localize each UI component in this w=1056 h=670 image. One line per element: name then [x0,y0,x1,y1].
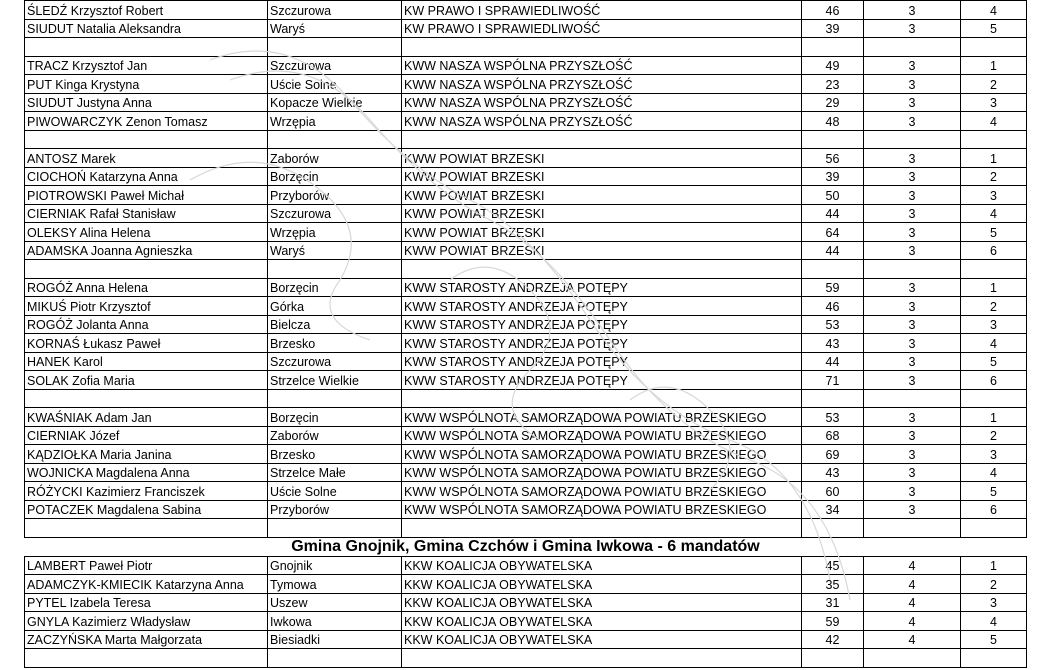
committee-name-cell: KKW KOALICJA OBYWATELSKA [402,612,802,631]
committee-name-cell: KW PRAWO I SPRAWIEDLIWOŚĆ [402,1,802,20]
district-number-cell: 3 [864,204,961,223]
candidate-place-cell: Waryś [268,19,402,38]
district-number-cell: 3 [864,482,961,501]
spacer-row [25,519,1027,538]
candidate-row [25,297,1027,316]
candidate-name-cell: TRACZ Krzysztof Jan [25,56,268,75]
empty-cell [25,260,268,279]
candidate-age-cell: 44 [802,352,864,371]
candidate-row [25,408,1027,427]
candidate-name-cell: CIOCHOŃ Katarzyna Anna [25,167,268,186]
candidate-row [25,334,1027,353]
candidate-row [25,426,1027,445]
candidate-place-cell: Borzęcin [268,278,402,297]
candidate-place-cell: Przyborów [268,500,402,519]
candidate-row [25,167,1027,186]
candidate-row [25,500,1027,519]
candidate-name-cell: LAMBERT Paweł Piotr [25,556,268,575]
candidate-name-cell: KWAŚNIAK Adam Jan [25,408,268,427]
candidate-row [25,112,1027,131]
candidate-place-cell: Wrzępia [268,223,402,242]
district-number-cell: 3 [864,500,961,519]
district-number-cell: 3 [864,167,961,186]
empty-cell [961,260,1027,279]
candidate-age-cell: 59 [802,278,864,297]
committee-name-cell: KWW WSPÓLNOTA SAMORZĄDOWA POWIATU BRZESKIEGO [402,500,802,519]
committee-name-cell: KWW STAROSTY ANDRZEJA POTĘPY [402,334,802,353]
district-number-cell: 4 [864,630,961,649]
district-number-cell: 3 [864,334,961,353]
empty-cell [268,649,402,668]
candidate-age-cell: 50 [802,186,864,205]
empty-cell [402,519,802,538]
empty-cell [802,260,864,279]
empty-cell [864,260,961,279]
committee-name-cell: KWW WSPÓLNOTA SAMORZĄDOWA POWIATU BRZESKIEGO [402,408,802,427]
district-number-cell: 3 [864,463,961,482]
candidate-row [25,630,1027,649]
empty-cell [961,649,1027,668]
candidate-age-cell: 59 [802,612,864,631]
empty-cell [402,38,802,57]
candidate-place-cell: Strzelce Małe [268,463,402,482]
empty-cell [961,130,1027,149]
district-number-cell: 3 [864,315,961,334]
candidate-age-cell: 44 [802,241,864,260]
candidate-name-cell: PIWOWARCZYK Zenon Tomasz [25,112,268,131]
candidate-row [25,56,1027,75]
spacer-row [25,389,1027,408]
district-number-cell: 3 [864,19,961,38]
list-position-cell: 5 [961,482,1027,501]
candidate-row [25,315,1027,334]
empty-cell [268,260,402,279]
candidate-age-cell: 43 [802,334,864,353]
empty-cell [268,130,402,149]
candidate-row [25,1,1027,20]
list-position-cell: 4 [961,204,1027,223]
candidate-place-cell: Uszew [268,593,402,612]
committee-name-cell: KWW NASZA WSPÓLNA PRZYSZŁOŚĆ [402,56,802,75]
empty-cell [864,130,961,149]
candidate-place-cell: Strzelce Wielkie [268,371,402,390]
list-position-cell: 3 [961,593,1027,612]
district-number-cell: 4 [864,612,961,631]
candidate-age-cell: 39 [802,167,864,186]
candidate-age-cell: 69 [802,445,864,464]
candidate-row [25,352,1027,371]
list-position-cell: 2 [961,575,1027,594]
list-position-cell: 6 [961,371,1027,390]
candidate-place-cell: Borzęcin [268,167,402,186]
candidate-place-cell: Brzesko [268,334,402,353]
candidate-name-cell: ADAMSKA Joanna Agnieszka [25,241,268,260]
candidate-row [25,93,1027,112]
section-heading-row [25,537,1027,556]
committee-name-cell: KWW STAROSTY ANDRZEJA POTĘPY [402,352,802,371]
candidate-age-cell: 60 [802,482,864,501]
committee-name-cell: KWW NASZA WSPÓLNA PRZYSZŁOŚĆ [402,93,802,112]
district-number-cell: 3 [864,93,961,112]
empty-cell [25,649,268,668]
committee-name-cell: KWW POWIAT BRZESKI [402,186,802,205]
empty-cell [402,260,802,279]
candidate-row [25,149,1027,168]
committee-name-cell: KWW STAROSTY ANDRZEJA POTĘPY [402,278,802,297]
candidate-age-cell: 45 [802,556,864,575]
candidate-list-document [24,0,1026,668]
candidate-age-cell: 68 [802,426,864,445]
empty-cell [268,519,402,538]
district-number-cell: 3 [864,445,961,464]
candidate-age-cell: 31 [802,593,864,612]
candidate-name-cell: GNYLA Kazimierz Władysław [25,612,268,631]
candidate-age-cell: 44 [802,204,864,223]
empty-cell [864,38,961,57]
list-position-cell: 1 [961,408,1027,427]
committee-name-cell: KWW POWIAT BRZESKI [402,149,802,168]
candidate-name-cell: SOLAK Zofia Maria [25,371,268,390]
candidate-row [25,612,1027,631]
list-position-cell: 1 [961,149,1027,168]
candidate-name-cell: WOJNICKA Magdalena Anna [25,463,268,482]
candidate-name-cell: ANTOSZ Marek [25,149,268,168]
candidate-row [25,19,1027,38]
candidate-place-cell: Iwkowa [268,612,402,631]
committee-name-cell: KWW WSPÓLNOTA SAMORZĄDOWA POWIATU BRZESKIEGO [402,463,802,482]
candidate-place-cell: Szczurowa [268,204,402,223]
spacer-row [25,38,1027,57]
candidate-place-cell: Tymowa [268,575,402,594]
committee-name-cell: KWW POWIAT BRZESKI [402,167,802,186]
empty-cell [802,389,864,408]
candidate-age-cell: 56 [802,149,864,168]
candidate-name-cell: SIUDUT Justyna Anna [25,93,268,112]
spacer-row [25,260,1027,279]
district-number-cell: 3 [864,352,961,371]
candidate-row [25,593,1027,612]
empty-cell [802,519,864,538]
candidate-row [25,482,1027,501]
committee-name-cell: KKW KOALICJA OBYWATELSKA [402,630,802,649]
candidate-row [25,204,1027,223]
candidate-age-cell: 43 [802,463,864,482]
list-position-cell: 4 [961,334,1027,353]
district-number-cell: 3 [864,278,961,297]
committee-name-cell: KW PRAWO I SPRAWIEDLIWOŚĆ [402,19,802,38]
candidate-name-cell: OLEKSY Alina Helena [25,223,268,242]
candidate-place-cell: Bielcza [268,315,402,334]
candidate-row [25,445,1027,464]
list-position-cell: 3 [961,93,1027,112]
empty-cell [25,38,268,57]
section-heading: Gmina Gnojnik, Gmina Czchów i Gmina Iwkowa - 6 mandatów [25,537,1027,556]
empty-cell [802,38,864,57]
list-position-cell: 4 [961,1,1027,20]
candidate-age-cell: 71 [802,371,864,390]
candidate-place-cell: Szczurowa [268,56,402,75]
district-number-cell: 4 [864,593,961,612]
empty-cell [25,130,268,149]
district-number-cell: 3 [864,186,961,205]
list-position-cell: 3 [961,315,1027,334]
candidate-age-cell: 39 [802,19,864,38]
candidate-place-cell: Brzesko [268,445,402,464]
district-number-cell: 3 [864,371,961,390]
committee-name-cell: KWW POWIAT BRZESKI [402,204,802,223]
candidate-place-cell: Szczurowa [268,1,402,20]
committee-name-cell: KWW WSPÓLNOTA SAMORZĄDOWA POWIATU BRZESKIEGO [402,445,802,464]
empty-cell [961,38,1027,57]
list-position-cell: 4 [961,112,1027,131]
spacer-row [25,130,1027,149]
list-position-cell: 3 [961,445,1027,464]
candidate-name-cell: POTACZEK Magdalena Sabina [25,500,268,519]
district-number-cell: 3 [864,223,961,242]
empty-cell [864,389,961,408]
candidate-name-cell: HANEK Karol [25,352,268,371]
list-position-cell: 4 [961,612,1027,631]
candidate-place-cell: Przyborów [268,186,402,205]
candidate-age-cell: 29 [802,93,864,112]
district-number-cell: 4 [864,556,961,575]
empty-cell [961,389,1027,408]
committee-name-cell: KWW WSPÓLNOTA SAMORZĄDOWA POWIATU BRZESKIEGO [402,426,802,445]
candidate-row [25,75,1027,94]
list-position-cell: 2 [961,75,1027,94]
empty-cell [25,389,268,408]
candidate-place-cell: Gnojnik [268,556,402,575]
empty-cell [961,519,1027,538]
candidate-row [25,556,1027,575]
list-position-cell: 6 [961,500,1027,519]
spacer-row [25,649,1027,668]
committee-name-cell: KWW POWIAT BRZESKI [402,223,802,242]
district-number-cell: 3 [864,426,961,445]
candidate-place-cell: Biesiadki [268,630,402,649]
candidate-name-cell: ROGÓŻ Anna Helena [25,278,268,297]
candidate-row [25,186,1027,205]
candidate-name-cell: PYTEL Izabela Teresa [25,593,268,612]
candidate-table [24,0,1027,668]
candidate-age-cell: 53 [802,315,864,334]
candidate-name-cell: MIKUŚ Piotr Krzysztof [25,297,268,316]
candidate-place-cell: Uście Solne [268,75,402,94]
candidate-row [25,463,1027,482]
district-number-cell: 3 [864,75,961,94]
candidate-name-cell: ADAMCZYK-KMIECIK Katarzyna Anna [25,575,268,594]
empty-cell [268,389,402,408]
district-number-cell: 3 [864,408,961,427]
candidate-place-cell: Szczurowa [268,352,402,371]
list-position-cell: 3 [961,186,1027,205]
candidate-row [25,278,1027,297]
candidate-age-cell: 48 [802,112,864,131]
empty-cell [402,130,802,149]
committee-name-cell: KWW WSPÓLNOTA SAMORZĄDOWA POWIATU BRZESKIEGO [402,482,802,501]
candidate-row [25,223,1027,242]
candidate-row [25,575,1027,594]
list-position-cell: 5 [961,630,1027,649]
empty-cell [864,649,961,668]
committee-name-cell: KKW KOALICJA OBYWATELSKA [402,575,802,594]
candidate-place-cell: Zaborów [268,426,402,445]
candidate-age-cell: 46 [802,1,864,20]
candidate-age-cell: 23 [802,75,864,94]
district-number-cell: 4 [864,575,961,594]
empty-cell [864,519,961,538]
candidate-place-cell: Wrzępia [268,112,402,131]
committee-name-cell: KWW STAROSTY ANDRZEJA POTĘPY [402,315,802,334]
candidate-name-cell: SIUDUT Natalia Aleksandra [25,19,268,38]
district-number-cell: 3 [864,241,961,260]
committee-name-cell: KWW STAROSTY ANDRZEJA POTĘPY [402,297,802,316]
list-position-cell: 1 [961,56,1027,75]
committee-name-cell: KWW STAROSTY ANDRZEJA POTĘPY [402,371,802,390]
candidate-age-cell: 49 [802,56,864,75]
candidate-name-cell: PIOTROWSKI Paweł Michał [25,186,268,205]
candidate-place-cell: Zaborów [268,149,402,168]
empty-cell [802,130,864,149]
district-number-cell: 3 [864,149,961,168]
candidate-name-cell: KORNAŚ Łukasz Paweł [25,334,268,353]
candidate-row [25,371,1027,390]
committee-name-cell: KKW KOALICJA OBYWATELSKA [402,593,802,612]
list-position-cell: 1 [961,556,1027,575]
list-position-cell: 5 [961,352,1027,371]
candidate-place-cell: Uście Solne [268,482,402,501]
district-number-cell: 3 [864,297,961,316]
list-position-cell: 2 [961,297,1027,316]
committee-name-cell: KWW NASZA WSPÓLNA PRZYSZŁOŚĆ [402,112,802,131]
candidate-place-cell: Waryś [268,241,402,260]
candidate-place-cell: Borzęcin [268,408,402,427]
list-position-cell: 1 [961,278,1027,297]
committee-name-cell: KKW KOALICJA OBYWATELSKA [402,556,802,575]
candidate-name-cell: ROGÓŻ Jolanta Anna [25,315,268,334]
candidate-age-cell: 53 [802,408,864,427]
candidate-name-cell: PUT Kinga Krystyna [25,75,268,94]
candidate-age-cell: 42 [802,630,864,649]
empty-cell [402,389,802,408]
candidate-name-cell: KĄDZIOŁKA Maria Janina [25,445,268,464]
committee-name-cell: KWW NASZA WSPÓLNA PRZYSZŁOŚĆ [402,75,802,94]
empty-cell [25,519,268,538]
candidate-age-cell: 35 [802,575,864,594]
committee-name-cell: KWW POWIAT BRZESKI [402,241,802,260]
candidate-age-cell: 34 [802,500,864,519]
list-position-cell: 5 [961,223,1027,242]
empty-cell [268,38,402,57]
list-position-cell: 6 [961,241,1027,260]
candidate-name-cell: CIERNIAK Józef [25,426,268,445]
district-number-cell: 3 [864,56,961,75]
candidate-name-cell: CIERNIAK Rafał Stanisław [25,204,268,223]
candidate-table-body [25,1,1027,668]
list-position-cell: 2 [961,426,1027,445]
candidate-name-cell: ZACZYŃSKA Marta Małgorzata [25,630,268,649]
list-position-cell: 5 [961,19,1027,38]
list-position-cell: 2 [961,167,1027,186]
list-position-cell: 4 [961,463,1027,482]
candidate-row [25,241,1027,260]
candidate-name-cell: ŚLEDŹ Krzysztof Robert [25,1,268,20]
candidate-age-cell: 46 [802,297,864,316]
district-number-cell: 3 [864,1,961,20]
candidate-age-cell: 64 [802,223,864,242]
candidate-name-cell: RÓŻYCKI Kazimierz Franciszek [25,482,268,501]
empty-cell [802,649,864,668]
candidate-place-cell: Kopacze Wielkie [268,93,402,112]
district-number-cell: 3 [864,112,961,131]
candidate-place-cell: Górka [268,297,402,316]
empty-cell [402,649,802,668]
